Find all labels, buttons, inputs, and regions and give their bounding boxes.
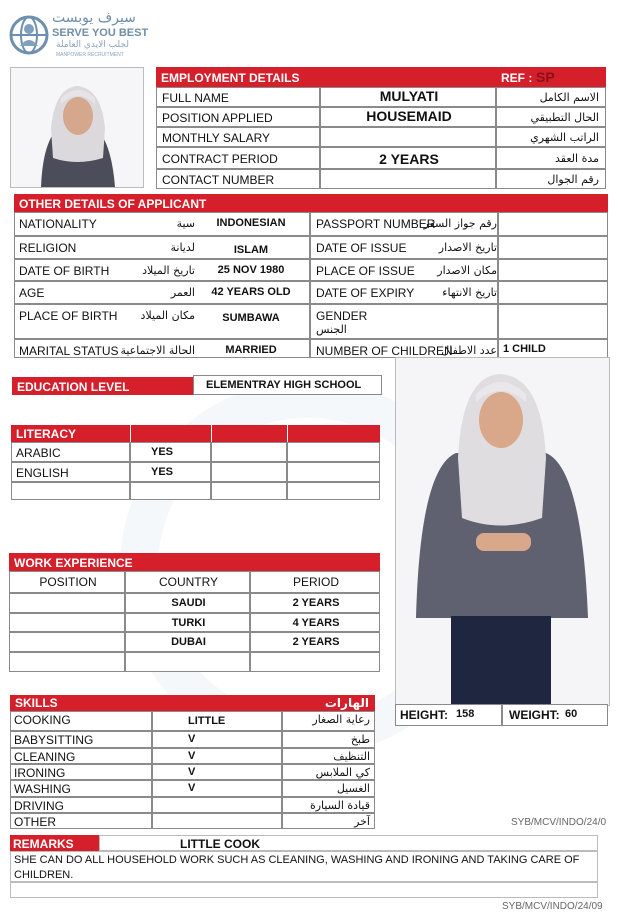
education-value: ELEMENTRAY HIGH SCHOOL	[193, 375, 382, 395]
employment-ar: الاسم الكامل	[539, 91, 599, 104]
work-column-header: POSITION	[39, 575, 97, 589]
skill-ar: طبخ	[350, 733, 370, 746]
literacy-header-divider	[287, 425, 288, 442]
skill-ar-cell	[282, 748, 375, 764]
skill-ar-cell	[282, 780, 375, 797]
globe-logo-icon	[8, 14, 50, 56]
employment-label-cell	[156, 87, 320, 107]
other-right-value-cell	[498, 212, 608, 236]
applicant-photo-small	[10, 67, 144, 188]
other-right-ar: تاريخ الاصدار	[438, 241, 497, 254]
literacy-cell	[287, 482, 380, 500]
employment-label: MONTHLY SALARY	[162, 131, 271, 145]
employment-value: HOUSEMAID	[366, 108, 452, 124]
other-left-ar: الحالة الاجتماعية	[120, 344, 195, 357]
literacy-value: YES	[151, 466, 174, 478]
skill-name: OTHER	[14, 815, 56, 829]
other-right-ar: مكان الاصدار	[437, 264, 497, 277]
other-right-value-cell	[498, 259, 608, 281]
other-right-value-cell	[498, 236, 608, 259]
skill-value-cell	[152, 813, 282, 829]
skill-ar-cell	[282, 764, 375, 780]
skill-ar-cell	[282, 711, 375, 731]
employment-value: 2 YEARS	[379, 151, 439, 167]
skill-ar: آخر	[354, 815, 370, 828]
other-left-value: 25 NOV 1980	[217, 264, 285, 276]
skill-name-cell	[10, 711, 152, 731]
other-right-value-cell	[498, 304, 608, 339]
other-right-ar: تاريخ الانتهاء	[442, 286, 497, 299]
other-right-label: GENDER	[316, 309, 368, 323]
work-cell	[250, 632, 380, 652]
other-left-value: MARRIED	[225, 344, 277, 356]
work-column-header: PERIOD	[292, 575, 339, 589]
employment-ar: مدة العقد	[555, 152, 599, 165]
work-cell	[9, 613, 125, 632]
skill-name: WASHING	[14, 782, 71, 796]
other-right-cell	[310, 236, 498, 259]
skill-name-cell	[10, 731, 152, 748]
other-right-cell	[310, 281, 498, 304]
skill-ar: الغسيل	[336, 782, 370, 795]
employment-ar: الراتب الشهري	[530, 131, 599, 144]
other-left-label: PLACE OF BIRTH	[19, 309, 118, 323]
skill-value: V	[188, 733, 196, 745]
skill-value: V	[188, 766, 196, 778]
employment-ar: الحال التطبيقي	[530, 111, 599, 124]
weight-cell: WEIGHT: 60	[502, 704, 608, 726]
literacy-cell	[11, 442, 130, 462]
literacy-header-divider	[130, 425, 131, 442]
other-right-label: NUMBER OF CHILDREN	[316, 344, 453, 358]
other-left-cell	[14, 212, 310, 236]
other-left-label: MARITAL STATUS	[19, 344, 119, 358]
skill-value-cell	[152, 731, 282, 748]
literacy-cell	[130, 442, 211, 462]
ref-code-2: SYB/MCV/INDO/24/09	[502, 901, 603, 912]
other-right-cell	[310, 339, 498, 358]
employment-label-cell	[156, 169, 320, 189]
other-left-value: 42 YEARS OLD	[211, 286, 291, 298]
skill-ar: رعاية الصغار	[312, 713, 370, 726]
ref-code-1: SYB/MCV/INDO/24/0	[511, 817, 607, 828]
remarks-header: REMARKS	[10, 835, 99, 851]
remarks-title-cell: LITTLE COOK	[99, 835, 598, 851]
employment-header: EMPLOYMENT DETAILS	[156, 67, 496, 87]
employment-label-cell	[156, 127, 320, 147]
work-header	[9, 553, 380, 571]
literacy-cell	[130, 482, 211, 500]
other-left-label: AGE	[19, 286, 45, 300]
employment-value: MULYATI	[379, 88, 439, 104]
other-left-label: NATIONALITY	[19, 217, 97, 231]
other-details-header: OTHER DETAILS OF APPLICANT	[14, 194, 608, 212]
work-cell	[250, 652, 380, 672]
other-left-ar: العمر	[170, 286, 195, 299]
work-cell	[250, 593, 380, 613]
work-period: 4 YEARS	[292, 617, 340, 629]
work-cell	[9, 632, 125, 652]
other-right-cell	[310, 212, 498, 236]
skill-ar-cell	[282, 731, 375, 748]
logo-arabic-sub: لجلب الايدي العاملة	[56, 40, 129, 50]
employment-value-cell	[320, 107, 496, 127]
literacy-cell	[130, 462, 211, 482]
skill-value-cell	[152, 711, 282, 731]
logo-name: SERVE YOU BEST	[52, 27, 149, 39]
skill-ar: كي الملابس	[315, 766, 370, 779]
employment-label-cell	[156, 147, 320, 169]
employment-value-cell	[320, 147, 496, 169]
work-cell	[125, 652, 250, 672]
other-right-cell	[310, 304, 498, 339]
other-right-cell	[310, 259, 498, 281]
employment-value-cell	[320, 87, 496, 107]
literacy-cell	[287, 462, 380, 482]
other-right-label: PLACE OF ISSUE	[316, 264, 415, 278]
skill-name-cell	[10, 748, 152, 764]
literacy-cell	[211, 482, 287, 500]
skills-header-ar: الهارات	[324, 696, 369, 710]
skill-ar: قيادة السيارة	[309, 799, 370, 812]
remarks-text-cell: SHE CAN DO ALL HOUSEHOLD WORK SUCH AS CLEANING, WASHING AND IRONING AND TAKING CARE OF CHILDREN.	[10, 851, 598, 882]
employment-label: CONTACT NUMBER	[162, 173, 275, 187]
other-right-ar: عدد الاطفال	[441, 344, 497, 357]
employment-value-cell	[320, 169, 496, 189]
other-left-ar: تاريخ الميلاد	[142, 264, 195, 277]
skill-name: COOKING	[14, 713, 71, 727]
other-left-cell	[14, 281, 310, 304]
other-right-ar: رقم جواز السفر	[423, 217, 497, 230]
skill-name-cell	[10, 764, 152, 780]
work-cell	[9, 571, 125, 593]
applicant-photo-large	[395, 357, 610, 706]
other-left-ar: مكان الميلاد	[140, 309, 195, 322]
other-left-value: ISLAM	[233, 244, 269, 256]
other-right-ar: الجنس	[316, 323, 347, 336]
other-right-label: DATE OF EXPIRY	[316, 286, 415, 300]
logo-arabic: سيرف يوبست	[52, 10, 136, 26]
other-left-cell	[14, 304, 310, 339]
skill-value-cell	[152, 764, 282, 780]
skill-name: DRIVING	[14, 799, 65, 813]
employment-label: POSITION APPLIED	[162, 111, 273, 125]
logo-sub: MANPOWER RECRUITMENT	[56, 52, 124, 58]
literacy-header	[11, 425, 380, 442]
work-cell	[9, 593, 125, 613]
employment-ar-cell	[496, 169, 606, 189]
skill-name: IRONING	[14, 766, 66, 780]
other-left-value: INDONESIAN	[216, 217, 286, 229]
other-left-cell	[14, 259, 310, 281]
skill-value-cell	[152, 748, 282, 764]
skill-value-cell	[152, 797, 282, 813]
other-left-label: DATE OF BIRTH	[19, 264, 110, 278]
employment-ar-cell	[496, 127, 606, 147]
other-left-cell	[14, 236, 310, 259]
skill-name-cell	[10, 780, 152, 797]
skill-value-cell	[152, 780, 282, 797]
employment-label: CONTRACT PERIOD	[162, 152, 278, 166]
skill-name: BABYSITTING	[14, 733, 94, 747]
skill-name: CLEANING	[14, 750, 76, 764]
literacy-header-divider	[211, 425, 212, 442]
skill-value: V	[188, 750, 196, 762]
skills-header-label: SKILLS	[15, 696, 58, 710]
other-left-ar: لديانة	[170, 241, 195, 254]
skill-ar-cell	[282, 813, 375, 829]
company-logo	[6, 8, 149, 60]
other-left-value: SUMBAWA	[222, 312, 280, 324]
ref-box: REF : SP	[496, 67, 606, 87]
employment-label-cell	[156, 107, 320, 127]
work-header-label: WORK EXPERIENCE	[14, 556, 133, 570]
other-left-cell	[14, 339, 310, 358]
skill-value: V	[188, 782, 196, 794]
work-cell	[250, 613, 380, 632]
work-cell	[125, 613, 250, 632]
work-country: DUBAI	[171, 636, 206, 648]
skill-ar: التنظيف	[333, 750, 370, 763]
work-country: SAUDI	[171, 597, 206, 609]
skill-value: LITTLE	[188, 715, 226, 727]
other-right-label: DATE OF ISSUE	[316, 241, 407, 255]
work-cell	[250, 571, 380, 593]
height-cell: HEIGHT: 158	[395, 704, 502, 726]
other-left-ar: سية	[176, 217, 195, 230]
other-right-label: PASSPORT NUMBER	[316, 217, 436, 231]
other-right-value-cell	[498, 339, 608, 358]
skill-ar-cell	[282, 797, 375, 813]
skills-header	[10, 695, 375, 711]
other-left-label: RELIGION	[19, 241, 77, 255]
education-label: EDUCATION LEVEL	[12, 377, 193, 395]
work-cell	[125, 593, 250, 613]
literacy-cell	[287, 442, 380, 462]
remarks-blank-row	[10, 882, 598, 898]
other-right-value: 1 CHILD	[503, 343, 546, 355]
work-period: 2 YEARS	[292, 597, 340, 609]
literacy-cell	[211, 462, 287, 482]
other-right-value-cell	[498, 281, 608, 304]
work-country: TURKI	[171, 617, 206, 629]
literacy-cell	[211, 442, 287, 462]
literacy-value: YES	[151, 446, 174, 458]
skill-name-cell	[10, 813, 152, 829]
work-cell	[9, 652, 125, 672]
work-cell	[125, 571, 250, 593]
skill-name-cell	[10, 797, 152, 813]
work-period: 2 YEARS	[292, 636, 340, 648]
employment-label: FULL NAME	[162, 91, 229, 105]
work-column-header: COUNTRY	[158, 575, 219, 589]
employment-ar: رقم الجوال	[547, 173, 599, 186]
employment-ar-cell	[496, 87, 606, 107]
literacy-header-label: LITERACY	[16, 427, 76, 441]
literacy-lang: ENGLISH	[16, 466, 69, 480]
literacy-lang: ARABIC	[16, 446, 61, 460]
employment-value-cell	[320, 127, 496, 147]
literacy-cell	[11, 482, 130, 500]
work-cell	[125, 632, 250, 652]
employment-ar-cell	[496, 107, 606, 127]
literacy-cell	[11, 462, 130, 482]
employment-ar-cell	[496, 147, 606, 169]
